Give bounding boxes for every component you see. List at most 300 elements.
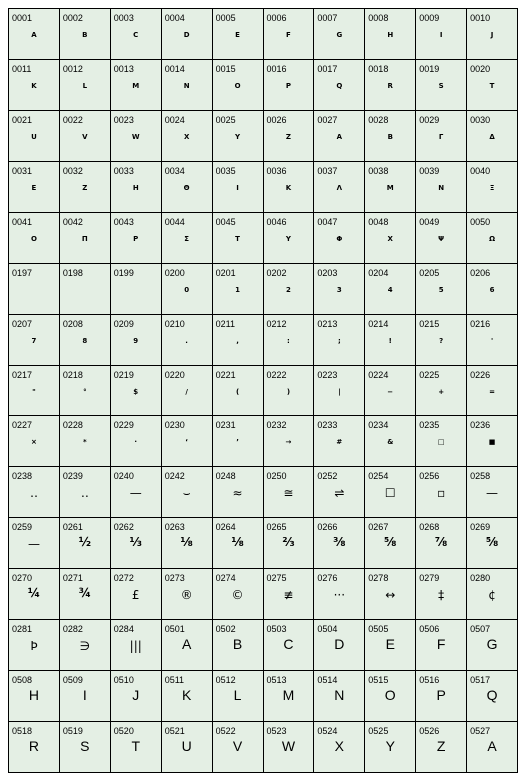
glyph-symbol: =	[489, 387, 495, 396]
glyph-symbol: Q	[336, 81, 343, 90]
glyph-number: 0030	[470, 114, 491, 125]
glyph-number: 0211	[215, 318, 235, 329]
glyph-symbol: N	[183, 81, 190, 90]
glyph-number: 0238	[12, 471, 33, 482]
glyph-number: 0198	[62, 267, 83, 278]
glyph-cell	[365, 569, 416, 620]
glyph-number: 0275	[266, 573, 287, 584]
glyph-cell	[365, 366, 416, 417]
glyph-symbol: —	[27, 537, 40, 552]
glyph-symbol: 5	[438, 285, 444, 294]
glyph-symbol: #	[336, 438, 343, 447]
glyph-symbol: ⌣	[182, 486, 191, 501]
glyph-symbol: :	[287, 336, 290, 345]
glyph-cell	[264, 315, 315, 366]
glyph-number: 0011	[12, 63, 32, 74]
glyph-number: 0009	[419, 13, 440, 23]
glyph-cell	[162, 416, 213, 467]
glyph-number: 0270	[12, 573, 33, 584]
glyph-symbol: B	[232, 636, 243, 653]
glyph-number: 0223	[317, 369, 338, 380]
glyph-cell	[365, 671, 416, 722]
glyph-cell	[264, 620, 315, 671]
glyph-number: 0024	[164, 114, 185, 125]
glyph-number: 0519	[62, 726, 83, 737]
glyph-number: 0236	[470, 420, 491, 431]
glyph-cell	[467, 467, 518, 518]
glyph-symbol: ↔	[385, 588, 396, 603]
glyph-number: 0006	[266, 13, 287, 23]
glyph-number: 0021	[12, 114, 33, 125]
glyph-cell	[9, 213, 60, 264]
glyph-number: 0518	[12, 726, 33, 737]
glyph-cell	[467, 213, 518, 264]
glyph-cell	[9, 111, 60, 162]
glyph-symbol: ‥	[29, 486, 38, 501]
glyph-symbol: !	[388, 336, 392, 345]
glyph-number: 0014	[164, 63, 185, 74]
glyph-symbol: A	[487, 738, 497, 755]
glyph-cell	[264, 9, 315, 60]
glyph-symbol: /	[185, 387, 188, 396]
glyph-number: 0235	[419, 420, 440, 431]
glyph-cell	[264, 722, 315, 773]
glyph-number: 0224	[368, 369, 389, 380]
glyph-number: 0513	[266, 675, 287, 686]
glyph-number: 0226	[470, 369, 491, 380]
glyph-symbol: K	[31, 81, 37, 90]
glyph-number: 0233	[317, 420, 338, 431]
glyph-number: 0273	[164, 573, 185, 584]
glyph-cell	[9, 9, 60, 60]
glyph-number: 0279	[419, 573, 440, 584]
glyph-symbol: B	[387, 132, 393, 141]
glyph-cell	[314, 620, 365, 671]
glyph-number: 0281	[12, 624, 33, 635]
glyph-symbol: Σ	[184, 234, 190, 243]
glyph-symbol: M	[132, 81, 140, 90]
glyph-cell	[60, 366, 111, 417]
glyph-number: 0045	[215, 216, 236, 227]
glyph-cell	[111, 671, 162, 722]
glyph-number: 0239	[62, 471, 83, 482]
glyph-symbol: ‡	[438, 588, 445, 603]
glyph-cell	[467, 264, 518, 315]
glyph-number: 0222	[266, 369, 287, 380]
glyph-cell	[416, 518, 467, 569]
glyph-number: 0008	[368, 13, 389, 23]
glyph-number: 0269	[470, 522, 491, 533]
glyph-cell	[111, 722, 162, 773]
glyph-number: 0044	[164, 216, 185, 227]
glyph-cell	[416, 620, 467, 671]
glyph-symbol: —	[486, 486, 499, 501]
glyph-number: 0271	[62, 573, 83, 584]
glyph-cell	[213, 416, 264, 467]
glyph-cell	[416, 111, 467, 162]
glyph-number: 0200	[164, 267, 185, 278]
glyph-number: 0259	[12, 522, 33, 533]
glyph-cell	[213, 111, 264, 162]
glyph-number: 0502	[215, 624, 236, 635]
glyph-number: 0206	[470, 267, 491, 278]
glyph-symbol: F	[286, 31, 291, 39]
glyph-cell	[60, 467, 111, 518]
glyph-number: 0031	[12, 165, 33, 176]
glyph-cell	[264, 111, 315, 162]
glyph-symbol: Z	[436, 738, 446, 755]
glyph-cell	[60, 162, 111, 213]
glyph-symbol: |	[338, 387, 341, 396]
glyph-symbol: H	[132, 183, 139, 192]
glyph-cell	[9, 416, 60, 467]
glyph-symbol: H	[387, 31, 394, 39]
glyph-number: 0228	[62, 420, 83, 431]
glyph-number: 0505	[368, 624, 389, 635]
glyph-cell	[111, 111, 162, 162]
glyph-number: 0264	[215, 522, 236, 533]
glyph-symbol: I	[82, 687, 87, 704]
glyph-cell	[314, 162, 365, 213]
glyph-cell	[365, 264, 416, 315]
glyph-symbol: J	[132, 687, 140, 704]
glyph-cell	[264, 518, 315, 569]
glyph-symbol: P	[436, 687, 446, 704]
glyph-symbol: T	[489, 81, 495, 90]
glyph-symbol: ≅	[283, 486, 294, 501]
glyph-number: 0227	[12, 420, 33, 431]
glyph-cell	[213, 60, 264, 111]
glyph-symbol: P	[285, 81, 292, 90]
glyph-symbol: Δ	[489, 132, 495, 141]
glyph-symbol: °	[83, 387, 87, 396]
glyph-cell	[9, 518, 60, 569]
glyph-symbol: O	[30, 234, 37, 243]
glyph-number: 0209	[113, 318, 134, 329]
glyph-cell	[111, 366, 162, 417]
glyph-cell	[162, 111, 213, 162]
glyph-number: 0034	[164, 165, 185, 176]
glyph-symbol: ⅓	[129, 535, 142, 550]
glyph-symbol: 3	[336, 285, 342, 294]
glyph-symbol: 2	[286, 285, 291, 294]
glyph-cell	[111, 213, 162, 264]
glyph-cell	[264, 671, 315, 722]
glyph-number: 0266	[317, 522, 338, 533]
glyph-number: 0232	[266, 420, 287, 431]
glyph-symbol: A	[31, 31, 37, 39]
glyph-cell	[162, 366, 213, 417]
glyph-cell	[60, 9, 111, 60]
glyph-number: 0001	[12, 13, 33, 23]
glyph-number: 0511	[164, 675, 185, 686]
glyph-number: 0037	[317, 165, 338, 176]
glyph-cell	[416, 213, 467, 264]
glyph-symbol: M	[282, 687, 295, 704]
glyph-cell	[416, 569, 467, 620]
glyph-chart-grid	[8, 8, 518, 773]
glyph-cell	[162, 315, 213, 366]
glyph-symbol: V	[232, 738, 243, 755]
glyph-cell	[467, 722, 518, 773]
glyph-cell	[467, 620, 518, 671]
glyph-number: 0038	[368, 165, 389, 176]
glyph-number: 0039	[419, 165, 440, 176]
glyph-symbol: Θ	[183, 183, 190, 192]
glyph-symbol: Q	[486, 687, 498, 704]
glyph-symbol: B	[82, 31, 88, 39]
glyph-cell	[365, 518, 416, 569]
glyph-cell	[60, 60, 111, 111]
glyph-symbol: L	[82, 81, 88, 90]
glyph-cell	[111, 518, 162, 569]
glyph-cell	[467, 60, 518, 111]
glyph-symbol: 1	[235, 285, 240, 294]
glyph-symbol: Y	[385, 738, 395, 755]
glyph-number: 0002	[62, 13, 83, 23]
glyph-symbol: ⅝	[384, 535, 397, 550]
glyph-cell	[365, 9, 416, 60]
glyph-number: 0524	[317, 726, 338, 737]
glyph-cell	[467, 111, 518, 162]
glyph-number: 0282	[62, 624, 83, 635]
glyph-number: 0523	[266, 726, 287, 737]
glyph-cell	[416, 264, 467, 315]
glyph-symbol: ¢	[488, 588, 496, 603]
glyph-cell	[213, 569, 264, 620]
glyph-symbol: □	[437, 438, 445, 447]
glyph-symbol: Y	[235, 132, 241, 141]
glyph-cell	[264, 264, 315, 315]
glyph-cell	[111, 315, 162, 366]
glyph-number: 0028	[368, 114, 389, 125]
glyph-number: 0265	[266, 522, 287, 533]
glyph-cell	[111, 569, 162, 620]
glyph-number: 0213	[317, 318, 338, 329]
glyph-cell	[213, 315, 264, 366]
glyph-number: 0508	[12, 675, 33, 686]
glyph-symbol: &	[387, 438, 394, 447]
glyph-cell	[467, 671, 518, 722]
glyph-symbol: C	[283, 636, 294, 653]
glyph-cell	[111, 9, 162, 60]
glyph-symbol: ☐	[384, 486, 396, 501]
glyph-number: 0199	[113, 267, 134, 278]
glyph-symbol: C	[133, 31, 139, 39]
glyph-cell	[365, 162, 416, 213]
glyph-number: 0205	[419, 267, 440, 278]
glyph-number: 0503	[266, 624, 287, 635]
glyph-symbol: F	[436, 636, 446, 653]
glyph-symbol: Ξ	[489, 183, 495, 192]
glyph-number: 0225	[419, 369, 440, 380]
glyph-cell	[9, 722, 60, 773]
glyph-number: 0207	[12, 318, 33, 329]
glyph-number: 0240	[113, 471, 134, 482]
glyph-number: 0203	[317, 267, 338, 278]
glyph-cell	[264, 366, 315, 417]
glyph-symbol: ···	[333, 588, 346, 603]
glyph-cell	[111, 162, 162, 213]
glyph-number: 0274	[215, 573, 236, 584]
glyph-symbol: ⅛	[231, 535, 244, 550]
glyph-number: 0216	[470, 318, 491, 329]
glyph-cell	[162, 162, 213, 213]
glyph-symbol: '	[490, 336, 494, 345]
glyph-symbol: Z	[285, 132, 291, 141]
glyph-number: 0510	[113, 675, 134, 686]
glyph-symbol: P	[133, 234, 139, 243]
glyph-cell	[162, 264, 213, 315]
glyph-number: 0029	[419, 114, 440, 125]
glyph-symbol: ⅜	[333, 535, 346, 550]
glyph-cell	[314, 518, 365, 569]
glyph-number: 0015	[215, 63, 236, 74]
glyph-cell	[162, 9, 213, 60]
glyph-cell	[365, 60, 416, 111]
glyph-symbol: I	[236, 183, 239, 192]
glyph-cell	[162, 467, 213, 518]
glyph-number: 0048	[368, 216, 389, 227]
glyph-symbol: N	[334, 687, 345, 704]
glyph-cell	[467, 366, 518, 417]
glyph-number: 0214	[368, 318, 389, 329]
glyph-symbol: ‘	[185, 438, 188, 447]
glyph-symbol: *	[83, 438, 87, 447]
glyph-symbol: E	[31, 183, 37, 192]
glyph-symbol: N	[438, 183, 445, 192]
glyph-number: 0003	[113, 13, 134, 23]
glyph-number: 0046	[266, 216, 287, 227]
glyph-symbol: 9	[133, 336, 139, 345]
glyph-symbol: I	[439, 31, 443, 39]
glyph-cell	[314, 366, 365, 417]
glyph-cell	[60, 620, 111, 671]
glyph-cell	[111, 60, 162, 111]
glyph-cell	[314, 722, 365, 773]
glyph-symbol: D	[334, 636, 345, 653]
glyph-number: 0231	[215, 420, 236, 431]
glyph-number: 0040	[470, 165, 491, 176]
glyph-number: 0018	[368, 63, 389, 74]
glyph-symbol: T	[235, 234, 240, 243]
glyph-cell	[60, 111, 111, 162]
glyph-cell	[162, 213, 213, 264]
glyph-cell	[162, 671, 213, 722]
glyph-symbol: U	[181, 738, 192, 755]
glyph-symbol: G	[336, 31, 343, 39]
glyph-cell	[9, 569, 60, 620]
glyph-symbol: U	[31, 132, 37, 141]
glyph-number: 0234	[368, 420, 389, 431]
glyph-number: 0516	[419, 675, 440, 686]
glyph-number: 0026	[266, 114, 287, 125]
glyph-symbol: ©	[231, 588, 244, 603]
glyph-cell	[213, 162, 264, 213]
glyph-number: 0023	[113, 114, 134, 125]
glyph-symbol: ≈	[232, 486, 243, 501]
glyph-number: 0201	[215, 267, 236, 278]
glyph-number: 0526	[419, 726, 440, 737]
glyph-number: 0521	[164, 726, 185, 737]
glyph-symbol: Φ	[336, 234, 343, 243]
glyph-symbol: ¾	[78, 586, 92, 601]
glyph-cell	[213, 366, 264, 417]
glyph-symbol: 7	[31, 336, 37, 345]
glyph-number: 0004	[164, 13, 185, 23]
glyph-cell	[467, 9, 518, 60]
glyph-symbol: ·	[134, 438, 138, 447]
glyph-symbol: H	[28, 687, 39, 704]
glyph-cell	[9, 315, 60, 366]
glyph-number: 0250	[266, 471, 287, 482]
glyph-symbol: Y	[285, 234, 291, 243]
glyph-number: 0013	[113, 63, 134, 74]
glyph-symbol: ⅛	[180, 535, 193, 550]
glyph-cell	[314, 111, 365, 162]
glyph-symbol: 4	[387, 285, 393, 294]
glyph-symbol: ∋	[79, 639, 91, 654]
glyph-number: 0041	[12, 216, 33, 227]
glyph-cell	[213, 264, 264, 315]
glyph-symbol: R	[387, 81, 393, 90]
glyph-number: 0276	[317, 573, 338, 584]
glyph-number: 0520	[113, 726, 134, 737]
glyph-cell	[9, 162, 60, 213]
glyph-symbol: ⅝	[485, 535, 499, 550]
glyph-number: 0007	[317, 13, 338, 23]
glyph-cell	[365, 111, 416, 162]
glyph-symbol: ‥	[80, 486, 89, 501]
glyph-cell	[467, 518, 518, 569]
glyph-number: 0050	[470, 216, 491, 227]
glyph-cell	[9, 60, 60, 111]
glyph-number: 0020	[470, 63, 491, 74]
glyph-cell	[416, 366, 467, 417]
glyph-cell	[467, 162, 518, 213]
glyph-symbol: Λ	[336, 183, 343, 192]
glyph-cell	[467, 416, 518, 467]
glyph-symbol: −	[387, 387, 394, 396]
glyph-cell	[416, 671, 467, 722]
glyph-symbol: X	[183, 132, 190, 141]
glyph-number: 0043	[113, 216, 134, 227]
glyph-number: 0527	[470, 726, 491, 737]
glyph-cell	[60, 518, 111, 569]
glyph-number: 0042	[62, 216, 83, 227]
glyph-symbol: ≢	[283, 588, 294, 603]
glyph-symbol: S	[438, 81, 444, 90]
glyph-symbol: ¼	[27, 586, 41, 601]
glyph-cell	[416, 722, 467, 773]
glyph-cell	[264, 569, 315, 620]
glyph-cell	[9, 366, 60, 417]
glyph-cell	[264, 60, 315, 111]
glyph-cell	[9, 467, 60, 518]
glyph-symbol: Z	[82, 183, 88, 192]
glyph-cell	[264, 162, 315, 213]
glyph-number: 0280	[470, 573, 491, 584]
glyph-number: 0019	[419, 63, 440, 74]
glyph-symbol: Ψ	[438, 234, 445, 243]
glyph-number: 0230	[164, 420, 185, 431]
glyph-cell	[365, 416, 416, 467]
glyph-cell	[162, 722, 213, 773]
glyph-symbol: E	[385, 636, 395, 653]
glyph-symbol: ⅞	[434, 535, 448, 550]
glyph-number: 0017	[317, 63, 338, 74]
glyph-cell	[213, 9, 264, 60]
